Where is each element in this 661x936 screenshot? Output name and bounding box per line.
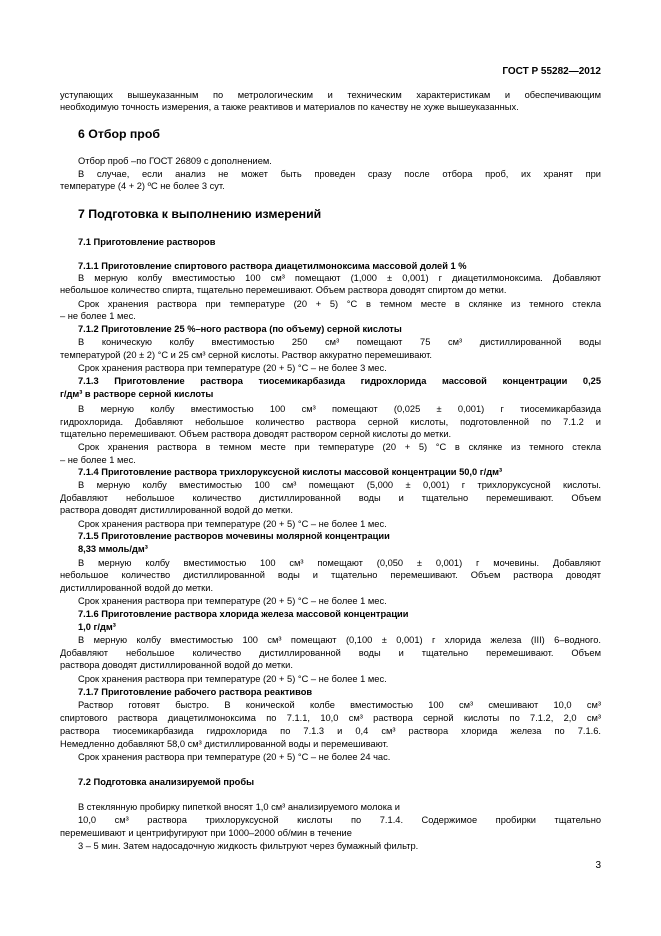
section-7-1-6-heading-cont: 1,0 г/дм³ <box>78 622 116 632</box>
paragraph-line: В мерную колбу вместимостью 100 см³ помещают (1,000 ± 0,001) г диацетилмоноксима. Добавляют <box>78 273 601 283</box>
paragraph-line: В мерную колбу вместимостью 100 см³ помещают (0,025 ± 0,001) г тиосемикарбазида <box>78 404 601 414</box>
paragraph-line: спиртового раствора диацетилмоноксима по 7.1.1, 10,0 см³ раствора серной кислоты по 7.1.2, 2,0 см³ <box>60 713 601 723</box>
paragraph-line: Срок хранения раствора при температуре (20 + 5) °С – не более 24 час. <box>78 752 391 762</box>
paragraph-line: Срок хранения раствора при температуре (20 + 5) °С – не более 3 мес. <box>78 363 387 373</box>
paragraph-line: дистиллированной водой до метки. <box>60 583 214 593</box>
paragraph-line: В мерную колбу вместимостью 100 см³ помещают (0,100 ± 0,001) г хлорида железа (III) 6–водного. <box>78 635 601 645</box>
paragraph-line: перемешивают и центрифугируют при 1000–2000 об/мин в течение <box>60 828 352 838</box>
paragraph-line: В мерную колбу вместимостью 100 см³ помещают (5,000 ± 0,001) г трихлоруксусной кислоты. <box>78 480 601 490</box>
section-7-1-5-heading-cont: 8,33 ммоль/дм³ <box>78 544 148 554</box>
paragraph-line: В случае, если анализ не может быть проведен сразу после отбора проб, их хранят при <box>78 169 601 179</box>
document-code: ГОСТ Р 55282—2012 <box>502 66 601 77</box>
section-7-1-4-heading: 7.1.4 Приготовление раствора трихлоруксусной кислоты массовой концентрации 50,0 г/дм³ <box>78 467 503 477</box>
section-7-1-1-heading: 7.1.1 Приготовление спиртового раствора диацетилмоноксима массовой долей 1 % <box>78 261 467 271</box>
section-7-1-5-heading: 7.1.5 Приготовление растворов мочевины молярной концентрации <box>78 531 390 541</box>
page-number: 3 <box>595 860 601 871</box>
paragraph-line: В стеклянную пробирку пипеткой вносят 1,0 см³ анализируемого молока и <box>78 802 400 812</box>
paragraph-line: небольшое количество спирта, тщательно перемешивают. Объем раствора доводят спиртом до метки. <box>60 285 507 295</box>
paragraph-line: раствора доводят дистиллированной водой до метки. <box>60 505 293 515</box>
paragraph-line: тщательно перемешивают. Объем раствора доводят раствором серной кислоты до метки. <box>60 429 452 439</box>
section-7-2-heading: 7.2 Подготовка анализируемой пробы <box>78 777 255 787</box>
section-7-1-6-heading: 7.1.6 Приготовление раствора хлорида железа массовой концентрации <box>78 609 409 619</box>
paragraph-line: Срок хранения раствора при температуре (20 + 5) °С – не более 1 мес. <box>78 596 387 606</box>
paragraph-line: Добавляют небольшое количество дистиллированной воды и тщательно перемешивают. Объем <box>60 493 601 503</box>
paragraph-line: Немедленно добавляют 58,0 см³ дистиллированной воды и перемешивают. <box>60 739 389 749</box>
paragraph-line: Срок хранения раствора при температуре (20 + 5) °С – не более 1 мес. <box>78 674 387 684</box>
section-7-1-3-heading: 7.1.3 Приготовление раствора тиосемикарбазида гидрохлорида массовой концентрации 0,25 <box>78 376 601 386</box>
paragraph-line: Раствор готовят быстро. В конической колбе вместимостью 100 см³ смешивают 10,0 см³ <box>78 700 601 710</box>
section-7-1-3-heading-cont: г/дм³ в растворе серной кислоты <box>60 389 214 399</box>
paragraph-line: – не более 1 мес. <box>60 455 136 465</box>
section-6-heading: 6 Отбор проб <box>78 127 160 141</box>
paragraph-line: – не более 1 мес. <box>60 311 136 321</box>
paragraph-line: уступающих вышеуказанным по метрологическим и техническим характеристикам и обеспечивающим <box>60 90 601 100</box>
paragraph-line: температурой (20 ± 2) °С и 25 см³ серной кислоты. Раствор аккуратно перемешивают. <box>60 350 432 360</box>
paragraph-line: Отбор проб –по ГОСТ 26809 с дополнением. <box>78 156 272 166</box>
paragraph-line: температуре (4 + 2) ºС не более 3 сут. <box>60 181 225 191</box>
paragraph-line: раствора тиосемикарбазида гидрохлорида по 7.1.3 и 0,4 см³ раствора хлорида железа по 7.1.6. <box>60 726 601 736</box>
paragraph-line: Срок хранения раствора при температуре (20 + 5) °С в темном месте в склянке из темного стекла <box>78 299 601 309</box>
paragraph-line: раствора доводят дистиллированной водой до метки. <box>60 660 293 670</box>
paragraph-line: 3 – 5 мин. Затем надосадочную жидкость фильтруют через бумажный фильтр. <box>78 841 419 851</box>
section-7-1-2-heading: 7.1.2 Приготовление 25 %–ного раствора (по объему) серной кислоты <box>78 324 402 334</box>
section-7-1-7-heading: 7.1.7 Приготовление рабочего раствора реактивов <box>78 687 313 697</box>
paragraph-line: 10,0 см³ раствора трихлоруксусной кислоты по 7.1.4. Содержимое пробирки тщательно <box>78 815 601 825</box>
paragraph-line: гидрохлорида. Добавляют небольшое количество раствора серной кислоты, подготовленной по 7.1.2 и <box>60 417 601 427</box>
paragraph-line: небольшое количество дистиллированной воды и тщательно перемешивают. Объем раствора доводят <box>60 570 601 580</box>
paragraph-line: В мерную колбу вместимостью 100 см³ помещают (0,050 ± 0,001) г мочевины. Добавляют <box>78 558 601 568</box>
paragraph-line: Добавляют небольшое количество дистиллированной воды и тщательно перемешивают. Объем <box>60 648 601 658</box>
paragraph-line: Срок хранения раствора в темном месте при температуре (20 + 5) °С в склянке из темного стекла <box>78 442 601 452</box>
section-7-1-heading: 7.1 Приготовление растворов <box>78 237 216 247</box>
section-7-heading: 7 Подготовка к выполнению измерений <box>78 207 322 221</box>
paragraph-line: Срок хранения раствора при температуре (20 + 5) °С – не более 1 мес. <box>78 519 387 529</box>
paragraph-line: необходимую точность измерения, а также реактивов и материалов по качеству не хуже вышеуказанных. <box>60 102 519 112</box>
paragraph-line: В коническую колбу вместимостью 250 см³ помещают 75 см³ дистиллированной воды <box>78 337 601 347</box>
